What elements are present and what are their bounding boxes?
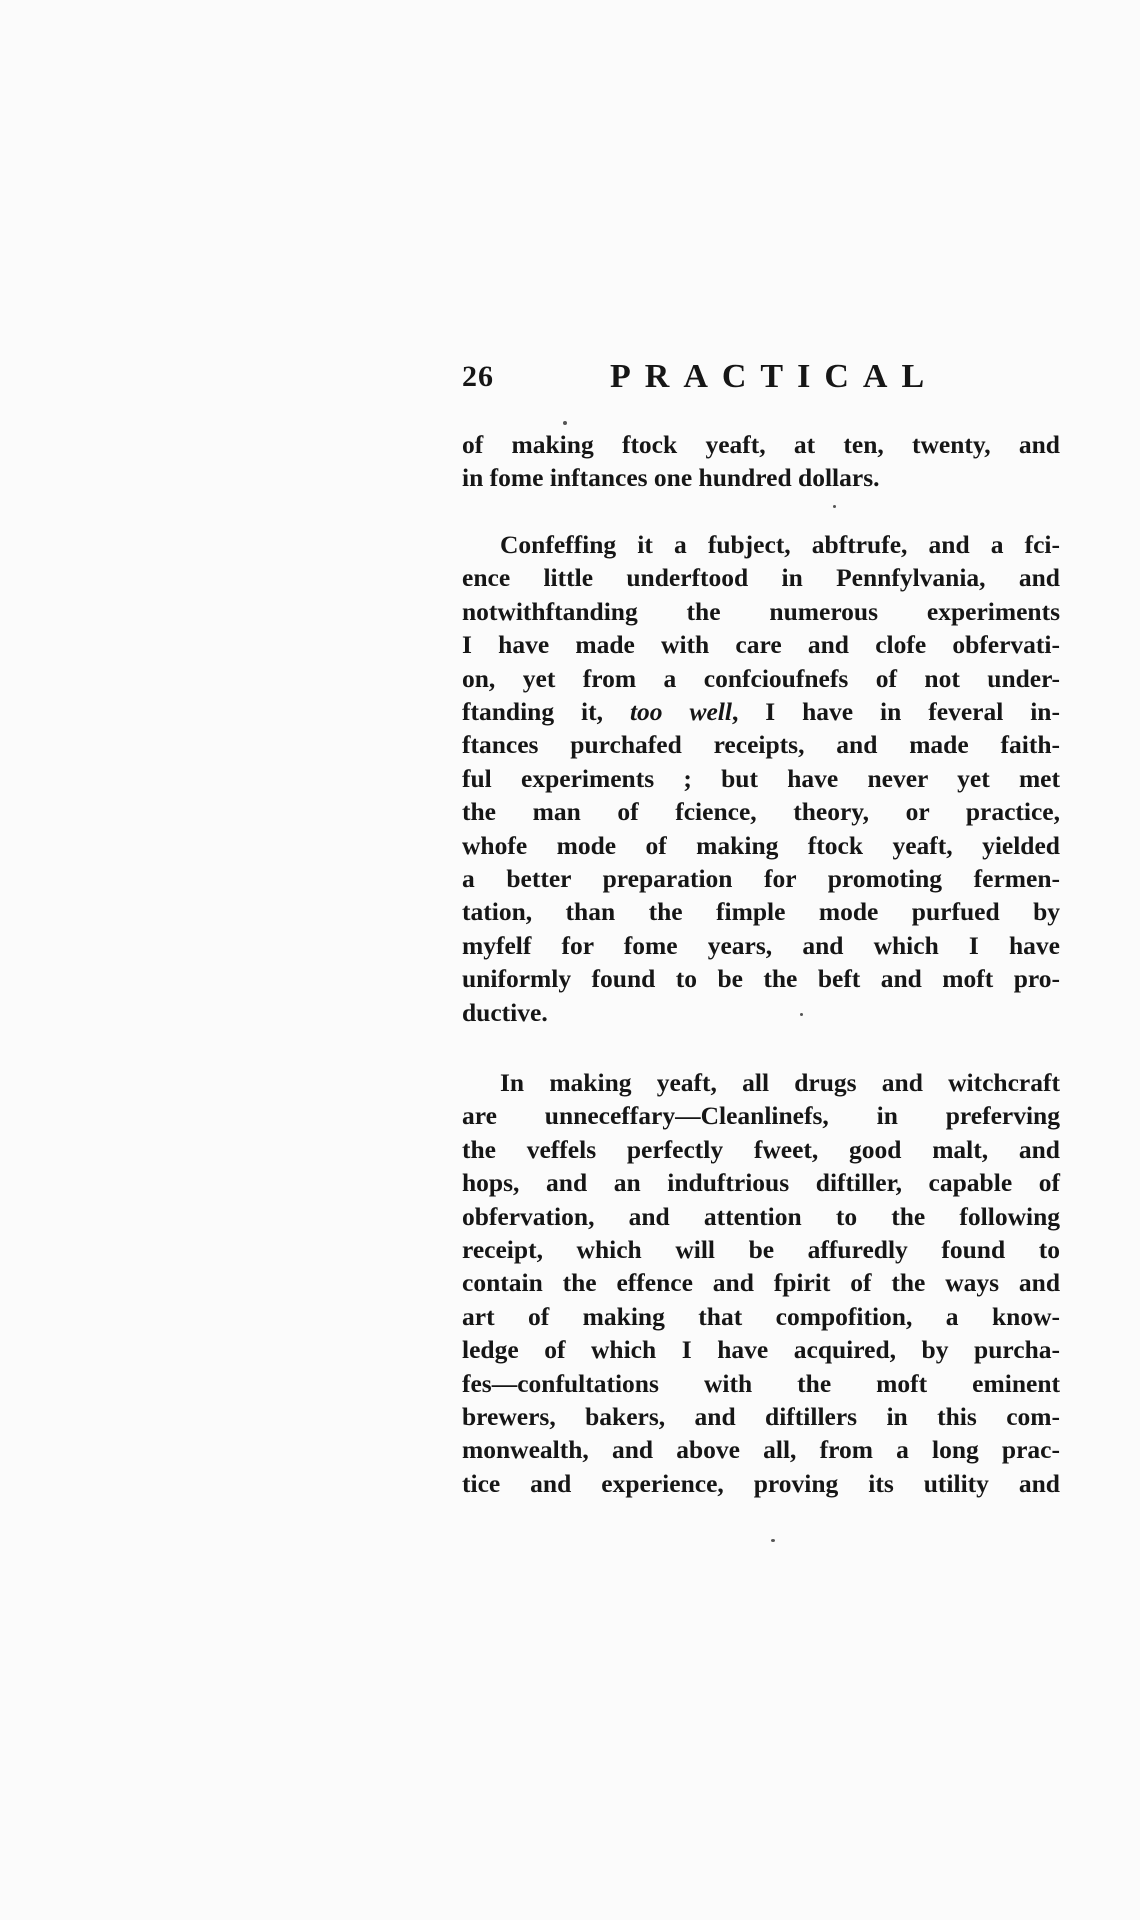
text-line: hops, and an induftrious diftiller, capable of <box>462 1168 1060 1198</box>
text-line: of making ftock yeaft, at ten, twenty, and <box>462 430 1060 459</box>
text-line: Confeffing it a fubject, abftrufe, and a fci- <box>500 530 1060 559</box>
print-speck <box>771 1539 775 1542</box>
text-line: fes—confultations with the moft eminent <box>462 1368 1060 1398</box>
text-line: obfervation, and attention to the following <box>462 1201 1060 1231</box>
italic-emphasis: too well <box>629 697 732 727</box>
text-line: on, yet from a confcioufnefs of not under- <box>462 663 1060 693</box>
paragraph-3 <box>462 1066 1060 1500</box>
text-line: receipt, which will be affuredly found to <box>462 1235 1060 1265</box>
text-line: ence little underftood in Pennfylvania, and <box>462 563 1060 593</box>
print-speck <box>563 421 567 425</box>
text-line: notwithftanding the numerous experiments <box>462 596 1060 626</box>
text-line: I have made with care and clofe obfervati- <box>462 630 1060 660</box>
text-line: brewers, bakers, and diftillers in this com- <box>462 1402 1060 1432</box>
text-line-with-italic <box>462 695 1060 728</box>
text-line: uniformly found to be the beft and moft pro- <box>462 964 1060 994</box>
text-line: art of making that compofition, a know- <box>462 1301 1060 1331</box>
paragraph-2 <box>462 528 1060 1029</box>
text-run: , I have in feveral in- <box>731 697 1060 727</box>
text-line: the man of fcience, theory, or practice, <box>462 797 1060 827</box>
text-line: ductive. <box>462 997 548 1027</box>
text-line: ftances purchafed receipts, and made faith- <box>462 730 1060 760</box>
text-line: a better preparation for promoting fermen- <box>462 864 1060 894</box>
print-speck <box>800 1013 803 1016</box>
running-title: PRACTICAL <box>610 358 939 395</box>
text-line: monwealth, and above all, from a long prac- <box>462 1435 1060 1465</box>
text-line: ful experiments ; but have never yet met <box>462 763 1060 793</box>
page-number: 26 <box>462 360 494 393</box>
text-line: are unneceffary—Cleanlinefs, in preferving <box>462 1101 1060 1131</box>
text-line: myfelf for fome years, and which I have <box>462 930 1060 960</box>
text-line: contain the effence and fpirit of the ways and <box>462 1268 1060 1298</box>
text-line: the veffels perfectly fweet, good malt, and <box>462 1134 1060 1164</box>
text-line: In making yeaft, all drugs and witchcraft <box>500 1068 1060 1097</box>
text-line: tice and experience, proving its utility and <box>462 1468 1060 1498</box>
text-run: ftanding it, <box>462 697 630 727</box>
running-head <box>462 360 962 400</box>
text-line: whofe mode of making ftock yeaft, yielded <box>462 830 1060 860</box>
print-speck <box>833 505 836 508</box>
text-line: ledge of which I have acquired, by purcha- <box>462 1335 1060 1365</box>
text-line: tation, than the fimple mode purfued by <box>462 897 1060 927</box>
text-line: in fome inftances one hundred dollars. <box>462 463 880 493</box>
paragraph-1 <box>462 428 1060 495</box>
